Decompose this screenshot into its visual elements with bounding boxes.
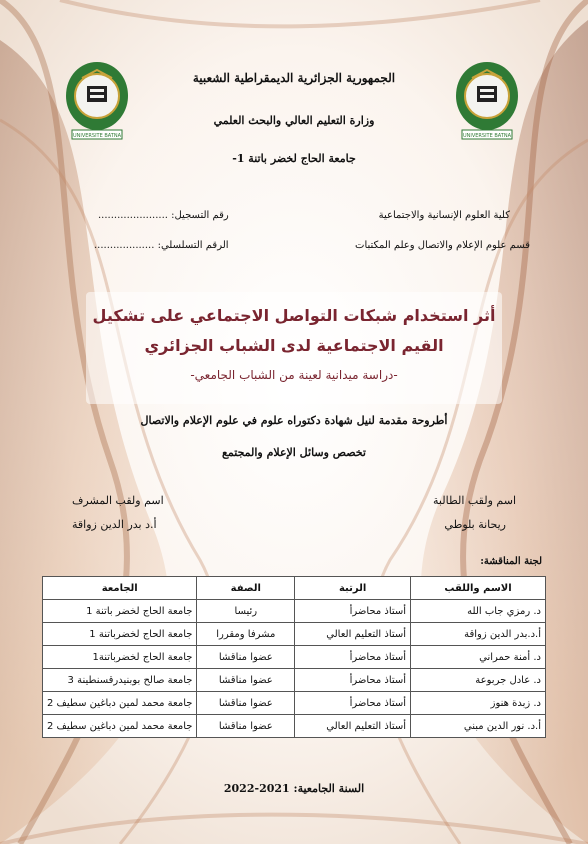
- supervisor-name: أ.د بدر الدين زواقة: [72, 518, 157, 531]
- table-row: [43, 646, 546, 669]
- jury-member-rank: أستاذ محاضرأ: [295, 646, 411, 669]
- jury-member-university: جامعة محمد لمين دباغين سطيف 2: [43, 715, 197, 738]
- registration-number: رقم التسجيل: ......................: [98, 210, 229, 221]
- student-name: ريحانة بلوطي: [444, 518, 506, 531]
- jury-member-university: جامعة محمد لمين دباغين سطيف 2: [43, 692, 197, 715]
- department-name: قسم علوم الإعلام والاتصال وعلم المكتبات: [355, 240, 530, 251]
- jury-member-role: مشرفا ومقررا: [197, 623, 295, 646]
- jury-table-header: [43, 577, 546, 600]
- jury-member-rank: أستاذ محاضرأ: [295, 669, 411, 692]
- jury-member-role: عضوا مناقشا: [197, 646, 295, 669]
- jury-member-role: عضوا مناقشا: [197, 692, 295, 715]
- jury-member-role: رئيسا: [197, 600, 295, 623]
- supervisor-label: اسم ولقب المشرف: [72, 494, 164, 507]
- ministry-name: وزارة التعليم العالي والبحث العلمي: [213, 114, 375, 127]
- republic-name: الجمهورية الجزائرية الديمقراطية الشعبية: [192, 71, 396, 85]
- jury-heading: لجنة المناقشة:: [480, 556, 542, 567]
- thesis-title-line-1: أثر استخدام شبكات التواصل الاجتماعي على تشكيل: [92, 306, 496, 325]
- jury-member-name: د. رمزي جاب الله: [411, 600, 546, 623]
- table-row: [43, 600, 546, 623]
- column-header-rank: الرتبة: [295, 577, 411, 600]
- column-header-university: الجامعة: [43, 577, 197, 600]
- jury-member-rank: أستاذ التعليم العالي: [295, 715, 411, 738]
- jury-member-university: جامعة الحاج لخضرباتنة 1: [43, 623, 197, 646]
- jury-member-name: أ.د. نور الدين مبني: [411, 715, 546, 738]
- jury-member-university: جامعة الحاج لخضرباتنة1: [43, 646, 197, 669]
- emblem-caption-left: UNIVERSITE BATNA: [72, 133, 122, 139]
- thesis-title-line-2: القيم الاجتماعية لدى الشباب الجزائري: [144, 336, 444, 355]
- jury-member-name: د. أمنة حمراني: [411, 646, 546, 669]
- table-row: [43, 669, 546, 692]
- thesis-purpose: أطروحة مقدمة لنيل شهادة دكتوراه علوم في علوم الإعلام والاتصال: [140, 414, 448, 427]
- thesis-specialty: تخصص وسائل الإعلام والمجتمع: [222, 446, 366, 459]
- jury-table: [42, 576, 546, 738]
- jury-member-rank: أستاذ التعليم العالي: [295, 623, 411, 646]
- university-name: جامعة الحاج لخضر باتنة 1-: [232, 152, 356, 165]
- column-header-name: الاسم واللقب: [411, 577, 546, 600]
- academic-year: السنة الجامعية: 2021-2022: [223, 782, 365, 795]
- jury-member-name: أ.د.بدر الدين زواقة: [411, 623, 546, 646]
- jury-member-name: د. زبدة هنوز: [411, 692, 546, 715]
- title-panel: [86, 292, 502, 404]
- jury-member-role: عضوا مناقشا: [197, 669, 295, 692]
- jury-member-name: د. عادل جربوعة: [411, 669, 546, 692]
- column-header-role: الصفة: [197, 577, 295, 600]
- jury-member-rank: أستاذ محاضرأ: [295, 692, 411, 715]
- jury-member-rank: أستاذ محاضرأ: [295, 600, 411, 623]
- jury-member-university: جامعة صالح بوبنيدرقسنطينة 3: [43, 669, 197, 692]
- table-row: [43, 692, 546, 715]
- thesis-title-line-3: -دراسة ميدانية لعينة من الشباب الجامعي-: [190, 368, 398, 382]
- emblem-caption-right: UNIVERSITE BATNA: [462, 133, 512, 139]
- jury-member-role: عضوا مناقشا: [197, 715, 295, 738]
- serial-number: الرقم التسلسلي: ...................: [94, 240, 229, 251]
- table-row: [43, 715, 546, 738]
- faculty-name: كلية العلوم الإنسانية والاجتماعية: [378, 210, 510, 221]
- jury-member-university: جامعة الحاج لخضر باتنة 1: [43, 600, 197, 623]
- table-row: [43, 623, 546, 646]
- student-label: اسم ولقب الطالبة: [433, 494, 516, 507]
